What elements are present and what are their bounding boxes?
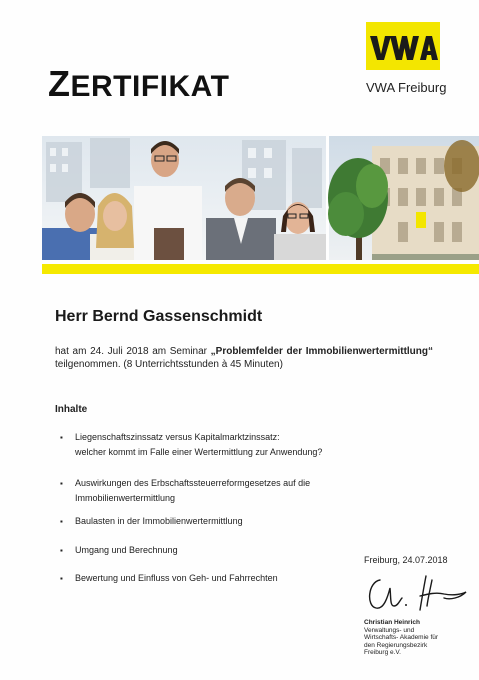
vwa-logo (366, 22, 440, 70)
square-bullet-icon: ▪ (60, 433, 63, 442)
signer-org-line: Freiburg e.V. (364, 649, 401, 656)
signer-name: Christian Heinrich (364, 619, 420, 626)
signature-image (364, 572, 474, 621)
signer-org-line: den Regierungsbezirk (364, 641, 428, 649)
square-bullet-icon: ▪ (60, 479, 63, 488)
logo-subtitle: VWA Freiburg (366, 80, 447, 95)
square-bullet-icon: ▪ (60, 546, 63, 555)
accent-bar (42, 264, 479, 274)
attendance-paragraph: hat am 24. Juli 2018 am Seminar „Problemfelder der Immobilienwertermittlung“ teilgenommen. (8 Unterrichtsstunden à 45 Minuten) (55, 346, 433, 370)
square-bullet-icon: ▪ (60, 574, 63, 583)
square-bullet-icon: ▪ (60, 517, 63, 526)
place-date: Freiburg, 24.07.2018 (364, 555, 448, 565)
vwa-logo-mark (366, 22, 440, 70)
contents-heading: Inhalte (55, 404, 88, 415)
signer-block (364, 619, 438, 657)
header-photo (42, 136, 479, 260)
certificate-page: ZERTIFIKAT VWA Freiburg Herr Bernd Gassenschmidt hat am 24. Juli 2018 am Seminar „Problemfelder der Immobilienwertermittlung“ teilgenommen. (8 Unterrichtsstunden à 45 Minuten) Inhalte ▪ Liegenschaftszinssatz versus Kapitalmarktzinssatz: welcher kommt im Falle einer Wertermittlung zur Anwendung? ▪ Auswirkungen des Erbschaftssteuerreformgesetzes auf die Immobilienwertermittlung ▪ Baulasten in der Immobilienwertermittlung ▪ Umgang und Berechnung ▪ Bewertung und Einfluss von Geh- und Fahrrechten Freiburg, 24.07.2018 Christian Heinrich Verwaltungs- und Wirtschafts- Akademie für den Regierungsbezirk Freiburg e.V. (0, 0, 479, 680)
page-title: ZERTIFIKAT (48, 63, 230, 104)
recipient-name: Herr Bernd Gassenschmidt (55, 308, 263, 325)
signer-org-line: Verwaltungs- und (364, 626, 415, 634)
signer-org-line: Wirtschafts- Akademie für (364, 634, 439, 641)
seminar-title: „Problemfelder der Immobilienwertermittlung“ (210, 346, 433, 357)
